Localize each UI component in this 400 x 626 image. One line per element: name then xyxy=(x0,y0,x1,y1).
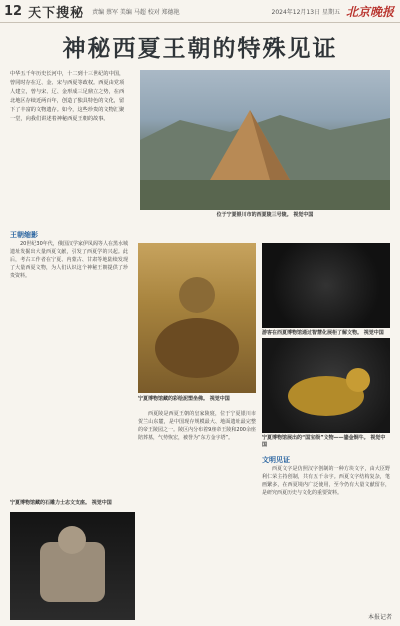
photo5-caption-text: 宁夏博物馆藏的石雕力士志文支座。 xyxy=(10,500,91,506)
headline: 神秘西夏王朝的特殊见证 xyxy=(62,35,338,62)
body-paragraph: 西夏文字是仿照汉字创制的一种方块文字，由大臣野利仁荣主持创制，共有五千余字。西夏文字结构复杂，笔画繁多，在西夏境内广泛使用，至今仍有大量文献留存，是研究西夏历史与文化的重要资料。 xyxy=(262,466,390,496)
photo5-caption xyxy=(10,500,135,507)
photo2-caption-text: 宁夏博物馆藏的彩绘泥塑坐佛。 xyxy=(138,396,209,402)
photo5-credit: 视觉中国 xyxy=(91,500,112,506)
photo2-credit: 视觉中国 xyxy=(209,396,230,402)
photo2-caption xyxy=(138,396,256,403)
photo1-credit: 视觉中国 xyxy=(293,212,314,218)
buddha-illustration xyxy=(138,243,256,393)
photo1-caption xyxy=(140,212,390,219)
bronze-ox-illustration xyxy=(262,338,390,433)
section-title-2: 文明见证 xyxy=(262,456,290,464)
issue-date: 2024年12月13日 星期五 xyxy=(271,8,340,16)
body-paragraph: 20世纪30年代，俄国汉学家伊凤阁等人在黑水城遗址发掘出大量西夏文献，引发了西夏学的兴起。此后，考古工作者在宁夏、内蒙古、甘肃等地陆续发现了大量西夏文物，为人们认识这个神秘王朝提供了珍贵资料。 xyxy=(10,241,128,279)
author-credit: 本报记者 xyxy=(367,614,392,621)
page-number: 12 xyxy=(4,3,23,19)
editor-credits: 责编 蔡军 美编 马超 校对 郑德艳 xyxy=(92,8,180,16)
body-paragraph: 西夏陵是西夏王朝的皇家陵寝，位于宁夏银川市贺兰山东麓，是中国现存规模最大、地面遗址最完整的帝王陵园之一。陵区内分布着9座帝王陵和200余座陪葬墓，气势恢宏，被誉为“东方金字塔”。 xyxy=(138,411,256,441)
photo4-caption-text: 宁夏博物馆展出的“国宝级”文物——鎏金铜牛。 xyxy=(262,435,369,441)
intro-paragraph: 中华五千年历史长河中，十二到十三世纪的中国，曾同时存在辽、金、宋与西夏等政权。西夏由党项人建立，曾与宋、辽、金形成三足鼎立之势，在西北地区存续近两百年，创造了独具特色的文化，留下了丰富的文物遗存。如今，这些珍贵的文物汇聚一堂，向我们讲述着神秘西夏王朝的故事。 xyxy=(10,71,125,122)
body-column-3 xyxy=(262,465,390,605)
seated-buddha-photo xyxy=(138,243,256,393)
photo4-credit: 视觉中国 xyxy=(262,435,386,448)
page-header xyxy=(0,0,400,23)
section-title-1: 王朝缩影 xyxy=(10,231,38,239)
exhibition-hall-photo xyxy=(262,243,390,328)
photo3-caption xyxy=(262,330,390,337)
photo4-caption xyxy=(262,435,390,449)
stone-guardian-illustration xyxy=(10,512,135,620)
gilded-bronze-ox-photo xyxy=(262,338,390,433)
stone-guardian-photo xyxy=(10,512,135,620)
xixia-mausoleum-photo xyxy=(140,70,390,210)
photo1-caption-text: 位于宁夏银川市的西夏陵三号陵。 xyxy=(216,212,292,218)
newspaper-logo: 北京晚报 xyxy=(345,4,394,19)
body-column-1 xyxy=(10,240,128,500)
photo3-credit: 视觉中国 xyxy=(363,330,384,336)
photo3-caption-text: 游客在西夏博物馆通过智慧化展柜了解文物。 xyxy=(262,330,363,336)
mausoleum-illustration xyxy=(140,70,390,210)
body-column-2 xyxy=(138,410,256,610)
section-name: 天下搜秘 xyxy=(28,5,85,21)
